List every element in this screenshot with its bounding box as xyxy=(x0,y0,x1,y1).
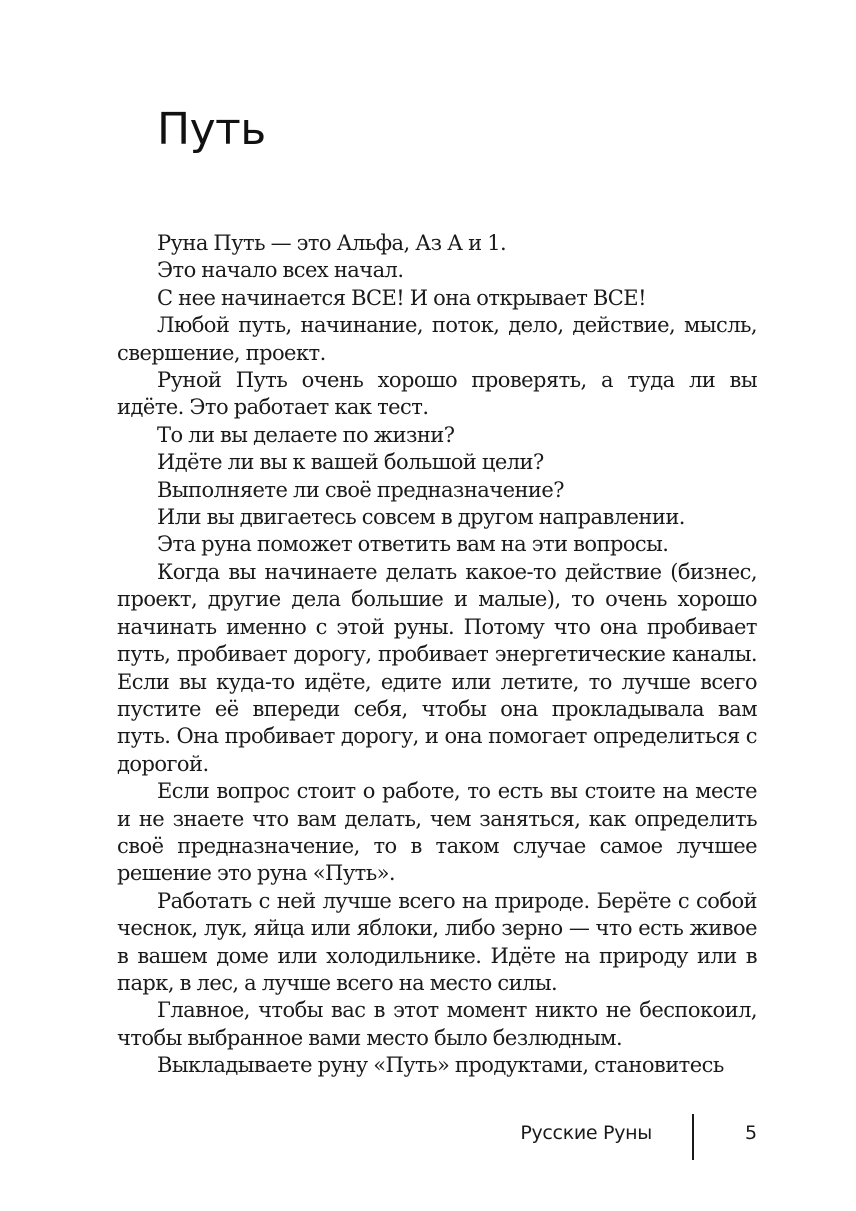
paragraph: Работать с ней лучше всего на природе. Берёте с собой чеснок, лук, яйца или яблоки, либо зерно — что есть живое в вашем доме или холодильнике. Идёте на природу или в парк, в лес, а лучше всего на место силы. xyxy=(117,888,757,995)
paragraph: Если вопрос стоит о работе, то есть вы стоите на месте и не знаете что вам делать, чем заняться, как определить своё предназначение, то в таком случае самое лучшее решение это руна «Путь». xyxy=(117,779,757,886)
paragraph: Выкладываете руну «Путь» продуктами, становитесь xyxy=(157,1053,724,1078)
paragraph: Эта руна поможет ответить вам на эти вопросы. xyxy=(157,532,669,557)
footer-divider xyxy=(692,1114,694,1160)
page-number: 5 xyxy=(745,1122,758,1144)
paragraph: То ли вы делаете по жизни? xyxy=(157,422,455,447)
footer-book-title: Русские Руны xyxy=(520,1122,652,1144)
paragraph: Это начало всех начал. xyxy=(157,258,404,283)
paragraph: Главное, чтобы вас в этот момент никто не беспокоил, чтобы выбранное вами место было безлюдным. xyxy=(117,998,757,1050)
paragraph: Любой путь, начинание, поток, дело, действие, мысль, свершение, проект. xyxy=(117,313,757,365)
paragraph: Когда вы начинаете делать какое-то действие (бизнес, проект, другие дела большие и малые), то очень хорошо начинать именно с этой руны. Потому что она пробивает путь, пробивает дорогу, пробивает энергетические каналы. Если вы куда-то идёте, едите или летите, то лучше всего пустите её впереди себя, чтобы она прокладывала вам путь. Она пробивает дорогу, и она помогает определиться с дорогой. xyxy=(117,559,757,776)
paragraph: Идёте ли вы к вашей большой цели? xyxy=(157,450,544,475)
paragraph: Выполняете ли своё предназначение? xyxy=(157,477,564,502)
body-text xyxy=(117,230,757,1080)
paragraph: Руна Путь — это Альфа, Аз А и 1. xyxy=(157,231,507,255)
paragraph: Или вы двигаетесь совсем в другом направлении. xyxy=(157,505,685,530)
paragraph: Руной Путь очень хорошо проверять, а туда ли вы идёте. Это работает как тест. xyxy=(117,368,757,420)
page-title: Путь xyxy=(157,104,266,155)
paragraph: С нее начинается ВСЕ! И она открывает ВСЕ! xyxy=(157,285,646,310)
